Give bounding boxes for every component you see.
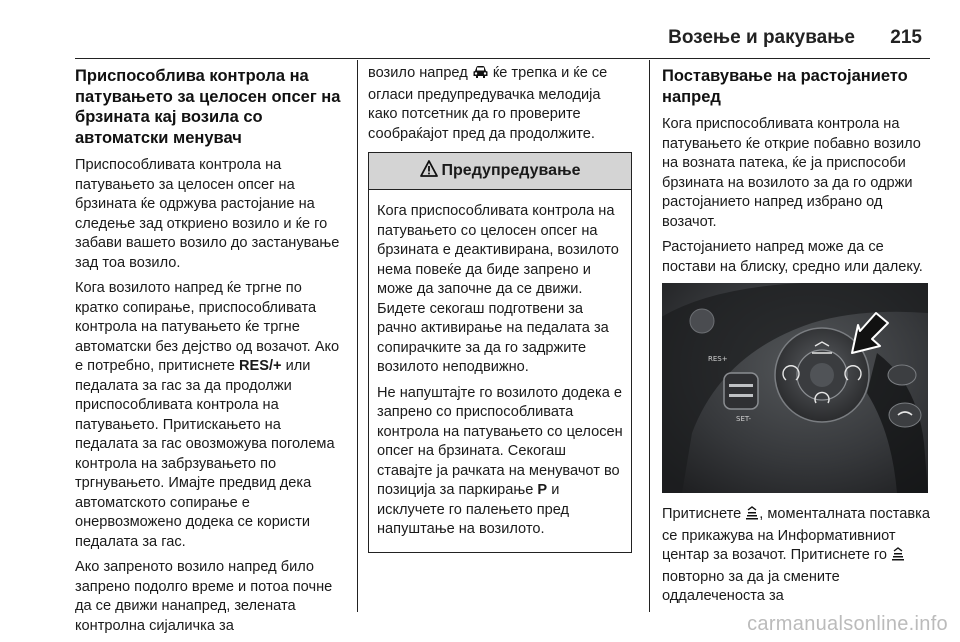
section-heading: Поставување на растојанието напред	[662, 67, 908, 106]
section-heading: Приспособлива контрола на патувањето за целосен опсег на брзината кај возила со автоматски менувач	[75, 67, 341, 147]
vehicle-ahead-icon	[472, 65, 489, 86]
column-1	[75, 64, 347, 642]
set-label: SET-	[736, 415, 752, 423]
column-separator	[649, 60, 650, 612]
paragraph	[75, 279, 347, 552]
column-2	[368, 64, 632, 553]
steering-wheel-controls-image	[662, 283, 928, 493]
res-key-label: RES/+	[238, 358, 282, 374]
warning-title: Предупредување	[441, 162, 581, 180]
paragraph	[662, 505, 930, 607]
steering-wheel-illustration	[662, 283, 928, 493]
text-run: Притиснете	[662, 506, 746, 522]
paragraph	[368, 64, 632, 144]
paragraph: Ако запреното возило напред било запрено подолго време и потоа почне да се движи нанапред, зелената контролна сијаличка за	[75, 559, 333, 634]
warning-triangle-icon	[420, 160, 438, 183]
text-run: ќе трепка и ќе се огласи предупредувачка мелодија како потсетник да го проверите сообраќајот пред да продолжите.	[368, 65, 608, 142]
text-run: или педалата за гас за да продолжи приспособливата контрола на патувањето. Притискањето на педалата за гас овозможува поголема контрола на забрзувањето по тргнувањето. Имајте предвид дека автоматското сопирање е онервозможено додека се користи педалата за гас.	[75, 358, 335, 550]
res-label: RES+	[708, 355, 728, 363]
paragraph: Растојанието напред може да се постави на блиску, средно или далеку.	[662, 239, 923, 275]
follow-distance-icon	[745, 506, 759, 527]
text-run: , моменталната поставка се прикажува на Информативниот центар за возачот. Притиснете го	[662, 506, 930, 563]
header-rule	[75, 58, 930, 59]
paragraph: Приспособливата контрола на патувањето за целосен опсег на брзината ќе одржува растојание на следење зад откриено возило и ќе го забави вашето возило до застанување зад тоа возило.	[75, 157, 340, 271]
paragraph: Кога приспособливата контрола на патувањето со целосен опсег на брзината е деактивирана, возилото нема повеќе да биде запрено и може да започне да се движи. Бидете секогаш подготвени за рачно активирање на педалата за сопирачките за да го задржите возилото неподвижно.	[377, 203, 619, 375]
paragraph: Кога приспособливата контрола на патувањето ќе открие побавно возило на возната патека, ќе ја приспособи брзината на возилото за да го одржи растојанието напред избрано од возачот.	[662, 116, 921, 230]
page-header	[0, 0, 960, 58]
text-run: и исклучете го палењето пред напуштање на возилото.	[377, 482, 570, 537]
warning-header	[369, 153, 631, 190]
warning-body	[369, 190, 631, 552]
park-key-label: P	[537, 482, 548, 498]
text-run: повторно за да ја смените оддалеченоста за	[662, 568, 840, 604]
column-3	[662, 64, 930, 613]
warning-box	[368, 152, 632, 553]
column-separator	[357, 60, 358, 612]
page-number: 215	[890, 27, 922, 48]
paragraph	[377, 384, 623, 540]
follow-distance-icon	[891, 547, 905, 568]
section-title: Возење и ракување	[668, 27, 855, 48]
text-run: Не напуштајте го возилото додека е запрено со приспособливата контрола на патувањето со целосен опсег на брзината. Секогаш ставајте ја рачката на менувачот во позиција за паркирање	[377, 384, 623, 498]
watermark: carmanualsonline.info	[747, 613, 948, 635]
text-run: возило напред	[368, 65, 472, 81]
text-run: Кога возилото напред ќе тргне по кратко сопирање, приспособливата контрола на патувањето ќе тргне автоматски без дејство од возачот. Ако е потребно, притиснете	[75, 280, 340, 374]
